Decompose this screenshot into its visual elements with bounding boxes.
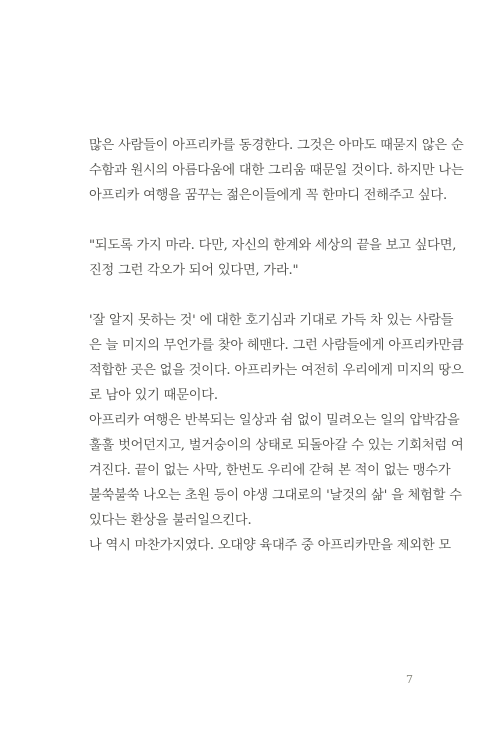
quote-line-1: "되도록 가지 마라. 다만, 자신의 한계와 세상의 끝을 보고 싶다면,	[89, 238, 457, 253]
paragraph-4-line-4: 불쑥불쑥 나오는 초원 등이 야생 그대로의 '날것의 삶' 을 체험할 수	[89, 488, 462, 503]
paragraph-4-line-3: 겨진다. 끝이 없는 사막, 한번도 우리에 갇혀 본 적이 없는 맹수가	[89, 463, 451, 478]
paragraph-1-line-1: 많은 사람들이 아프리카를 동경한다. 그것은 아마도 때묻지 않은 순	[89, 138, 464, 153]
paragraph-3-line-3: 적합한 곳은 없을 것이다. 아프리카는 여전히 우리에게 미지의 땅으	[89, 363, 464, 378]
paragraph-4-line-5: 있다는 환상을 불러일으킨다.	[89, 513, 252, 528]
paragraph-4-line-2: 훌훌 벗어던지고, 벌거숭이의 상태로 되돌아갈 수 있는 기회처럼 여	[89, 438, 464, 453]
paragraph-5-line-1: 나 역시 마찬가지였다. 오대양 육대주 중 아프리카만을 제외한 모	[89, 538, 451, 553]
paragraph-3-line-4: 로 남아 있기 때문이다.	[89, 388, 218, 403]
paragraph-3-line-1: '잘 알지 못하는 것' 에 대한 호기심과 기대로 가득 차 있는 사람들	[89, 313, 454, 328]
page-number: 7	[406, 673, 413, 686]
paragraph-4-line-1: 아프리카 여행은 반복되는 일상과 쉼 없이 밀려오는 일의 압박감을	[89, 413, 460, 428]
paragraph-1-line-3: 아프리카 여행을 꿈꾸는 젊은이들에게 꼭 한마디 전해주고 싶다.	[89, 188, 447, 203]
paragraph-3-line-2: 은 늘 미지의 무언가를 찾아 헤맨다. 그런 사람들에게 아프리카만큼	[89, 338, 464, 353]
paragraph-1-line-2: 수함과 원시의 아름다움에 대한 그리움 때문일 것이다. 하지만 나는	[89, 163, 464, 178]
quote-line-2: 진정 그런 각오가 되어 있다면, 가라."	[89, 263, 299, 278]
